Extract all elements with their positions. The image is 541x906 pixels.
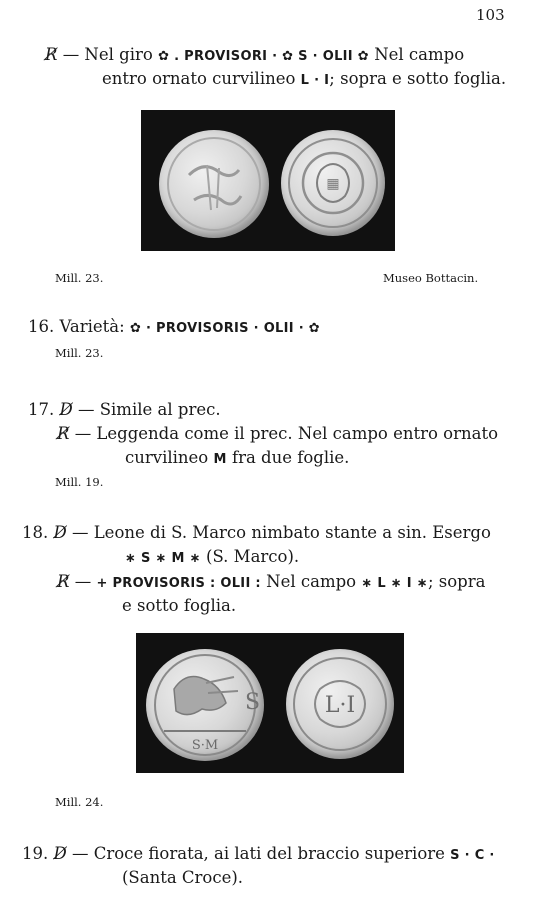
entry-number: 19. bbox=[22, 844, 49, 863]
entry-19-obverse-line2: (Santa Croce). bbox=[122, 868, 244, 887]
coin-plate-1 bbox=[141, 110, 395, 251]
reverse-description-line2: entro ornato curvilineo L · I; sopra e sotto foglia. bbox=[102, 69, 507, 88]
svg-text:S: S bbox=[245, 690, 261, 715]
entry-16 bbox=[28, 315, 320, 341]
entry-16-mill: Mill. 23. bbox=[55, 346, 104, 360]
caption-museum: Museo Bottacin. bbox=[383, 271, 479, 285]
entry-19-obverse-line1: 19. D̸ — Croce fiorata, ai lati del braccio superiore S · C · bbox=[22, 844, 495, 863]
reverse-symbol: R̸ bbox=[45, 45, 58, 64]
entry-18-obverse-line1: 18. D̸ — Leone di S. Marco nimbato stante a sin. Esergo bbox=[22, 523, 491, 542]
field-letters: ∗ L ∗ I ∗ bbox=[361, 576, 428, 591]
field-letters: S · C · bbox=[450, 848, 495, 863]
coin-reverse-image bbox=[286, 649, 394, 759]
entry-17-obverse: 17. D̸ — Simile al prec. bbox=[28, 400, 221, 419]
exergue-letters: ∗ S ∗ M ∗ bbox=[125, 551, 201, 566]
entry-label: Varietà: bbox=[59, 317, 125, 336]
entry-number: 17. bbox=[28, 400, 55, 419]
entry-18-reverse-line1: R̸ — + PROVISORIS : OLII : Nel campo ∗ L ∗ I ∗; sopra bbox=[57, 572, 486, 591]
coin-reverse-image bbox=[281, 130, 385, 236]
obverse-symbol: D̸ bbox=[59, 400, 73, 419]
entry-number: 18. bbox=[22, 523, 49, 542]
coin-obverse-image bbox=[159, 130, 269, 238]
legend: ✿ . PROVISORI · ✿ S · OLII ✿ bbox=[158, 49, 369, 64]
legend: ✿ · PROVISORIS · OLII · ✿ bbox=[129, 321, 320, 336]
entry-18-reverse-line2: e sotto foglia. bbox=[122, 596, 237, 615]
exergue-text: S·M bbox=[191, 738, 219, 753]
caption-mill: Mill. 23. bbox=[55, 271, 104, 285]
field-letters: L · I bbox=[300, 73, 330, 88]
caption-mill: Mill. 24. bbox=[55, 795, 104, 809]
entry-17-reverse-line2: curvilineo M fra due foglie. bbox=[125, 448, 350, 467]
legend: + PROVISORIS : OLII : bbox=[96, 576, 261, 591]
obverse-symbol: D̸ bbox=[53, 523, 67, 542]
entry-18-obverse-line2: ∗ S ∗ M ∗ (S. Marco). bbox=[125, 547, 300, 566]
obverse-symbol: D̸ bbox=[53, 844, 67, 863]
entry-17-mill: Mill. 19. bbox=[55, 475, 104, 489]
field-text: L·I bbox=[324, 693, 356, 718]
svg-text:▦: ▦ bbox=[326, 176, 340, 192]
reverse-symbol: R̸ bbox=[57, 572, 70, 591]
page-number: 103 bbox=[476, 6, 505, 24]
reverse-symbol: R̸ bbox=[57, 424, 70, 443]
field-letter: M bbox=[213, 452, 227, 467]
reverse-description-line1: R̸ — Nel giro ✿ . PROVISORI · ✿ S · OLII ✿ Nel campo bbox=[45, 45, 465, 64]
coin-obverse-image bbox=[146, 649, 264, 761]
coin-plate-2 bbox=[136, 633, 404, 773]
entry-number: 16. bbox=[28, 317, 55, 336]
entry-17-reverse-line1: R̸ — Leggenda come il prec. Nel campo entro ornato bbox=[57, 424, 499, 443]
